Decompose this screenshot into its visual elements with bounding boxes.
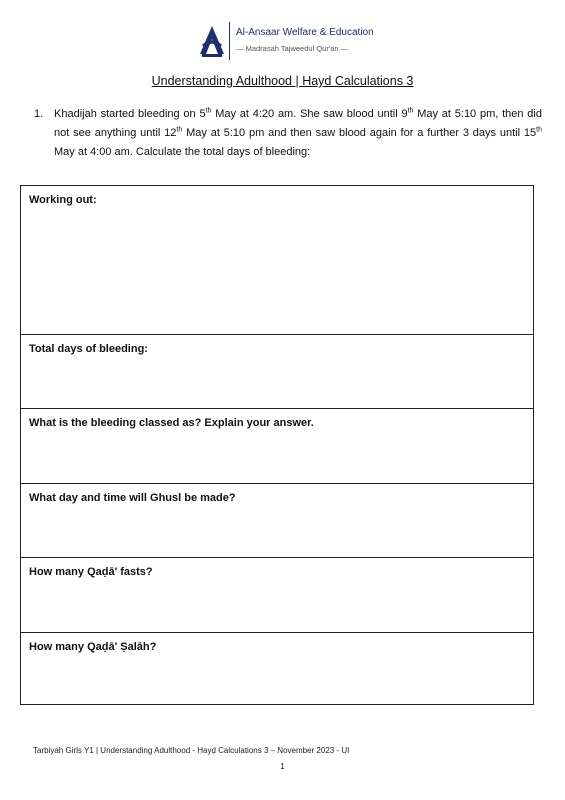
bleeding-class-box[interactable] (21, 408, 533, 483)
row-label: What is the bleeding classed as? Explain your answer. (29, 417, 314, 429)
row-label: Total days of bleeding: (29, 343, 148, 355)
question-1 (34, 105, 542, 162)
working-out-box[interactable] (21, 186, 533, 334)
footer-text: Tarbiyah Girls Y1 | Understanding Adulthood - Ḥayḍ Calculations 3 – November 2023 - UI (33, 746, 350, 755)
question-number: 1. (34, 108, 44, 120)
row-label: How many Qaḍā' fasts? (29, 566, 153, 578)
row-label: How many Qaḍā' Ṣalāh? (29, 641, 157, 653)
page-title: Understanding Adulthood | Hayd Calculations 3 (151, 74, 414, 88)
header-divider (229, 22, 230, 60)
row-label: What day and time will Ghusl be made? (29, 492, 236, 504)
document-header (0, 18, 565, 68)
page-number: 1 (280, 762, 285, 771)
madrasah-subtitle: — Madrasah Tajweedul Qur'an — (236, 44, 349, 53)
organisation-logo-icon (197, 24, 227, 58)
answer-table (20, 185, 534, 705)
total-days-box[interactable] (21, 334, 533, 408)
ghusl-time-box[interactable] (21, 483, 533, 557)
question-text: Khadijah started bleeding on 5th May at 4:20 am. She saw blood until 9th May at 5:10 pm, then did not see anything until 12th May at 5:10 pm and then saw blood again for a further 3 days until 15th May at 4:00 am. Calculate the total days of bleeding: (54, 107, 542, 158)
qada-salah-box[interactable] (21, 632, 533, 704)
row-label: Working out: (29, 194, 97, 206)
organisation-name: Al-Ansaar Welfare & Education (236, 27, 374, 38)
qada-fasts-box[interactable] (21, 557, 533, 632)
